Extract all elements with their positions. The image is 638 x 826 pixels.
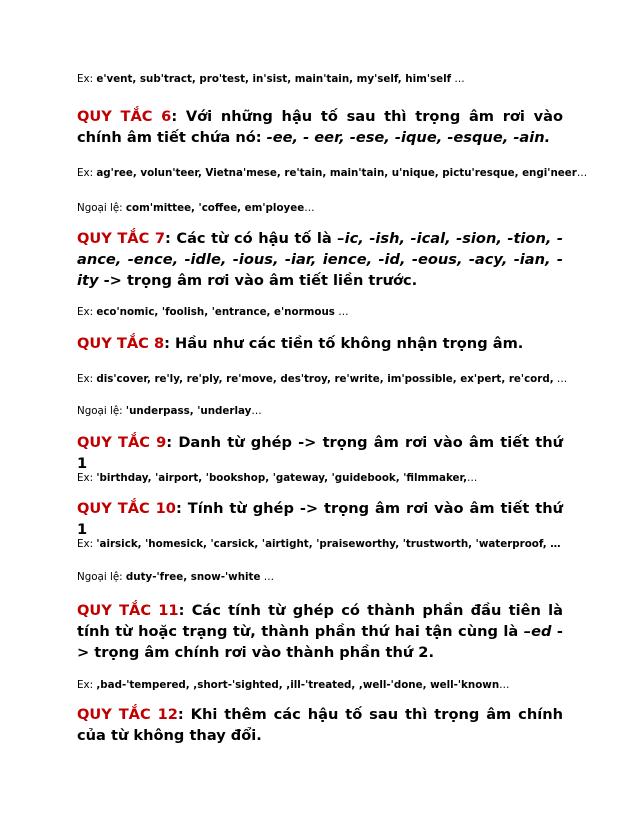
example-line [77, 166, 588, 180]
exception-line [77, 404, 563, 418]
rule-heading: QUY TẮC 9 [77, 434, 167, 451]
example-words: ag'ree, volun'teer, Vietna'mese, re'tain, main'tain, u'nique, pictu'resque, engi'neer [96, 167, 577, 179]
rule-text-after: -> trọng âm rơi vào âm tiết liền trước. [98, 272, 418, 289]
example-label: Ex: [77, 73, 97, 85]
rule-11 [77, 600, 563, 663]
rule-heading: QUY TẮC 8 [77, 335, 165, 352]
example-ellipsis: … [576, 167, 588, 179]
example-words: 'birthday, 'airport, 'bookshop, 'gateway, 'guidebook, 'filmmaker, [96, 472, 467, 484]
example-words: eco'nomic, 'foolish, 'entrance, e'normous [96, 306, 335, 318]
rule-heading: QUY TẮC 11 [77, 602, 179, 619]
example-ellipsis: … [304, 202, 315, 214]
example-ellipsis: … [451, 73, 465, 85]
rule-text: Các tính từ ghép có thành phần đầu tiên là tính từ hoặc trạng từ, thành phần thứ hai tận cùng là [77, 602, 563, 640]
example-label: Ex: [77, 538, 97, 550]
example-ellipsis: … [553, 373, 568, 385]
example-line [77, 372, 568, 386]
exception-label: Ngoại lệ: [77, 571, 126, 583]
example-line [77, 471, 563, 485]
exception-words: com'mittee, 'coffee, em'ployee [125, 202, 305, 214]
example-ellipsis: … [467, 472, 478, 484]
rule-separator: : [166, 434, 179, 451]
example-label: Ex: [77, 472, 97, 484]
exception-line [77, 201, 563, 215]
rule-separator: : [171, 108, 186, 125]
rule-10 [77, 498, 563, 540]
rule-heading: QUY TẮC 12 [77, 706, 178, 723]
example-words: e'vent, sub'tract, pro'test, in'sist, main'tain, my'self, him'self [96, 73, 452, 85]
example-ellipsis: … [334, 306, 349, 318]
rule-separator: : [177, 706, 191, 723]
rule-9 [77, 432, 563, 474]
rule-heading: QUY TẮC 7 [77, 230, 165, 247]
rule-8 [77, 333, 563, 354]
rule-separator: : [178, 602, 192, 619]
rule-text-after: -> trọng âm chính rơi vào thành phần thứ 2. [77, 623, 563, 661]
rule-7 [77, 228, 563, 291]
example-line [77, 537, 563, 551]
example-label: Ex: [77, 679, 97, 691]
example-ellipsis: … [251, 405, 262, 417]
exception-label: Ngoại lệ: [77, 405, 126, 417]
rule-suffixes: -ee, - eer, -ese, -ique, -esque, -ain. [266, 129, 551, 146]
rule-heading: QUY TẮC 6 [77, 108, 172, 125]
example-words: 'airsick, 'homesick, 'carsick, 'airtight, 'praiseworthy, 'trustworth, 'waterproof, … [96, 538, 561, 550]
example-ellipsis: … [499, 679, 510, 691]
rule-text: Hầu như các tiền tố không nhận trọng âm. [175, 335, 524, 352]
example-label: Ex: [77, 373, 97, 385]
exception-words: duty-'free, snow-'white [125, 571, 261, 583]
exception-words: 'underpass, 'underlay [125, 405, 252, 417]
rule-text: Các từ có hậu tố là [176, 230, 338, 247]
example-label: Ex: [77, 167, 97, 179]
rule-separator: : [165, 230, 177, 247]
rule-text: Tính từ ghép -> trọng âm rơi vào âm tiết thứ 1 [77, 500, 563, 538]
rule-suffixes: –ic, -ish, -ical, -sion, -tion, -ance, -ence, -idle, -ious, -iar, ience, -id, -eous, -acy, -ian, -ity [77, 230, 563, 289]
example-line [77, 72, 563, 86]
rule-text: Khi thêm các hậu tố sau thì trọng âm chính của từ không thay đổi. [77, 706, 563, 744]
rule-12 [77, 704, 563, 746]
example-line [77, 678, 563, 692]
rule-separator: : [164, 335, 176, 352]
exception-label: Ngoại lệ: [77, 202, 126, 214]
rule-text: Danh từ ghép -> trọng âm rơi vào âm tiết thứ 1 [77, 434, 563, 472]
rule-separator: : [175, 500, 188, 517]
example-words: dis'cover, re'ly, re'ply, re'move, des'troy, re'write, im'possible, ex'pert, re'cord, [96, 373, 554, 385]
example-label: Ex: [77, 306, 97, 318]
example-words: ,bad-'tempered, ,short-'sighted, ,ill-'treated, ,well-'done, well-'known [96, 679, 500, 691]
rule-heading: QUY TẮC 10 [77, 500, 176, 517]
example-ellipsis: … [260, 571, 275, 583]
rule-text: Với những hậu tố sau thì trọng âm rơi vào chính âm tiết chứa nó: [77, 108, 563, 146]
exception-line [77, 570, 563, 584]
example-line [77, 305, 563, 319]
rule-6 [77, 106, 563, 148]
rule-suffixes: –ed [523, 623, 552, 640]
